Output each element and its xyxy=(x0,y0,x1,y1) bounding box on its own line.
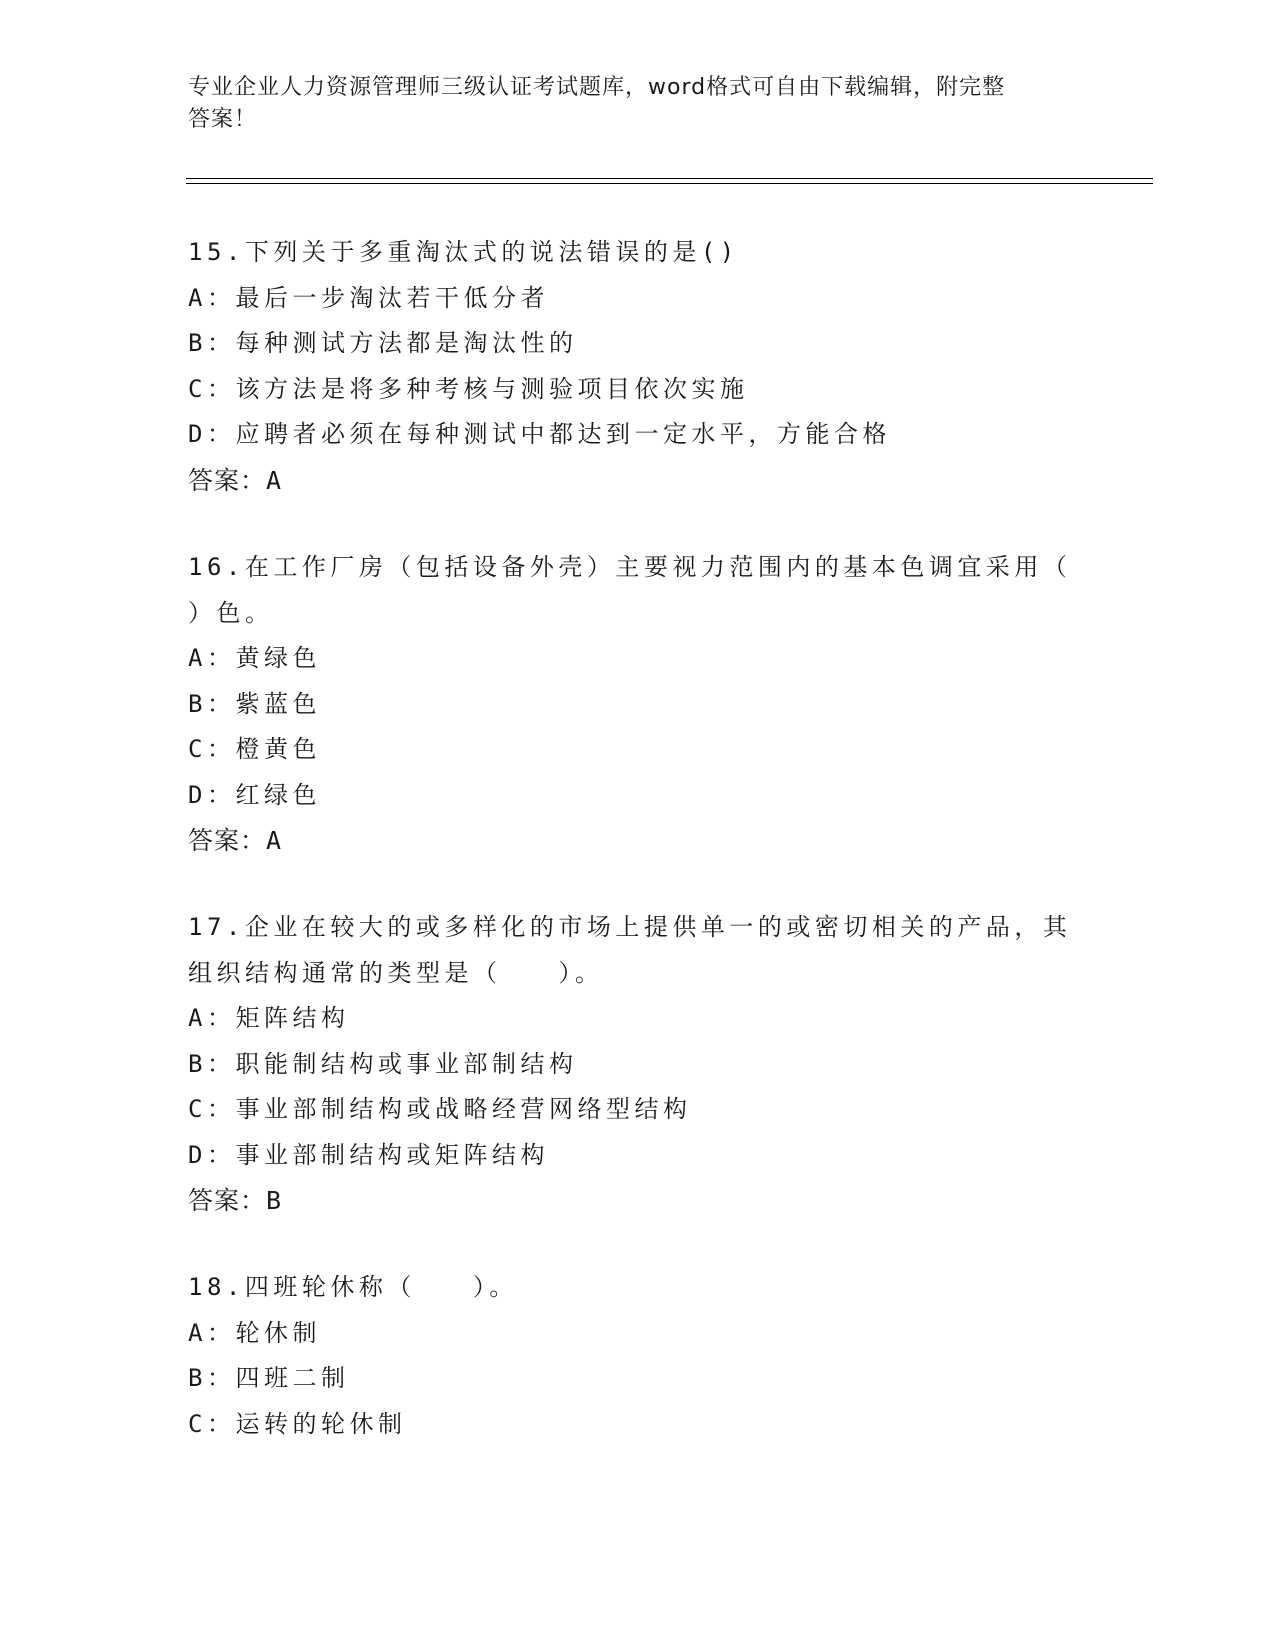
answer-label: 答案： xyxy=(188,465,267,495)
header-divider-bottom xyxy=(186,183,1153,184)
option-a: A：矩阵结构 xyxy=(188,1004,350,1032)
option-c: C：该方法是将多种考核与测验项目依次实施 xyxy=(188,374,749,403)
answer-line xyxy=(188,458,1088,504)
answer-label: 答案： xyxy=(188,826,267,855)
question-stem-continued: 组织结构通常的类型是（ ）。 xyxy=(188,958,604,987)
question-stem-continued: ）色。 xyxy=(188,598,274,627)
option-b: B：职能制结构或事业部制结构 xyxy=(188,1049,578,1078)
header-line-2: 答案！ xyxy=(188,107,258,132)
option-a: A：黄绿色 xyxy=(188,644,321,672)
option-d: D：应聘者必须在每种测试中都达到一定水平，方能合格 xyxy=(188,420,891,448)
question-stem: 16.在工作厂房（包括设备外壳）主要视力范围内的基本色调宜采用（ xyxy=(188,553,1072,581)
question-stem: 17.企业在较大的或多样化的市场上提供单一的或密切相关的产品，其 xyxy=(188,913,1072,941)
option-a: A：轮休制 xyxy=(188,1318,321,1347)
document-header xyxy=(188,72,1068,136)
answer-line xyxy=(188,1178,1088,1224)
question-16 xyxy=(188,545,1088,864)
option-b: B：紫蓝色 xyxy=(188,689,321,718)
header-line-1: 专业企业人力资源管理师三级认证考试题库，word格式可自由下载编辑，附完整 xyxy=(188,75,1006,100)
question-17 xyxy=(188,905,1088,1224)
answer-label: 答案： xyxy=(188,1186,267,1215)
option-d: D：红绿色 xyxy=(188,780,321,809)
question-stem: 18.四班轮休称（ ）。 xyxy=(188,1273,518,1301)
option-c: C：橙黄色 xyxy=(188,735,321,763)
answer-line xyxy=(188,818,1088,864)
option-b: B：每种测试方法都是淘汰性的 xyxy=(188,329,578,357)
option-d: D：事业部制结构或矩阵结构 xyxy=(188,1140,549,1169)
option-b: B：四班二制 xyxy=(188,1364,350,1392)
question-stem: 15.下列关于多重淘汰式的说法错误的是() xyxy=(188,238,739,266)
answer-value: A xyxy=(266,465,283,495)
header-divider-top xyxy=(186,178,1153,179)
question-15 xyxy=(188,230,1088,503)
option-c: C：运转的轮休制 xyxy=(188,1409,407,1438)
answer-value: B xyxy=(266,1186,283,1215)
option-c: C：事业部制结构或战略经营网络型结构 xyxy=(188,1095,692,1123)
question-18 xyxy=(188,1265,1088,1447)
answer-value: A xyxy=(266,826,283,855)
option-a: A：最后一步淘汰若干低分者 xyxy=(188,283,549,312)
